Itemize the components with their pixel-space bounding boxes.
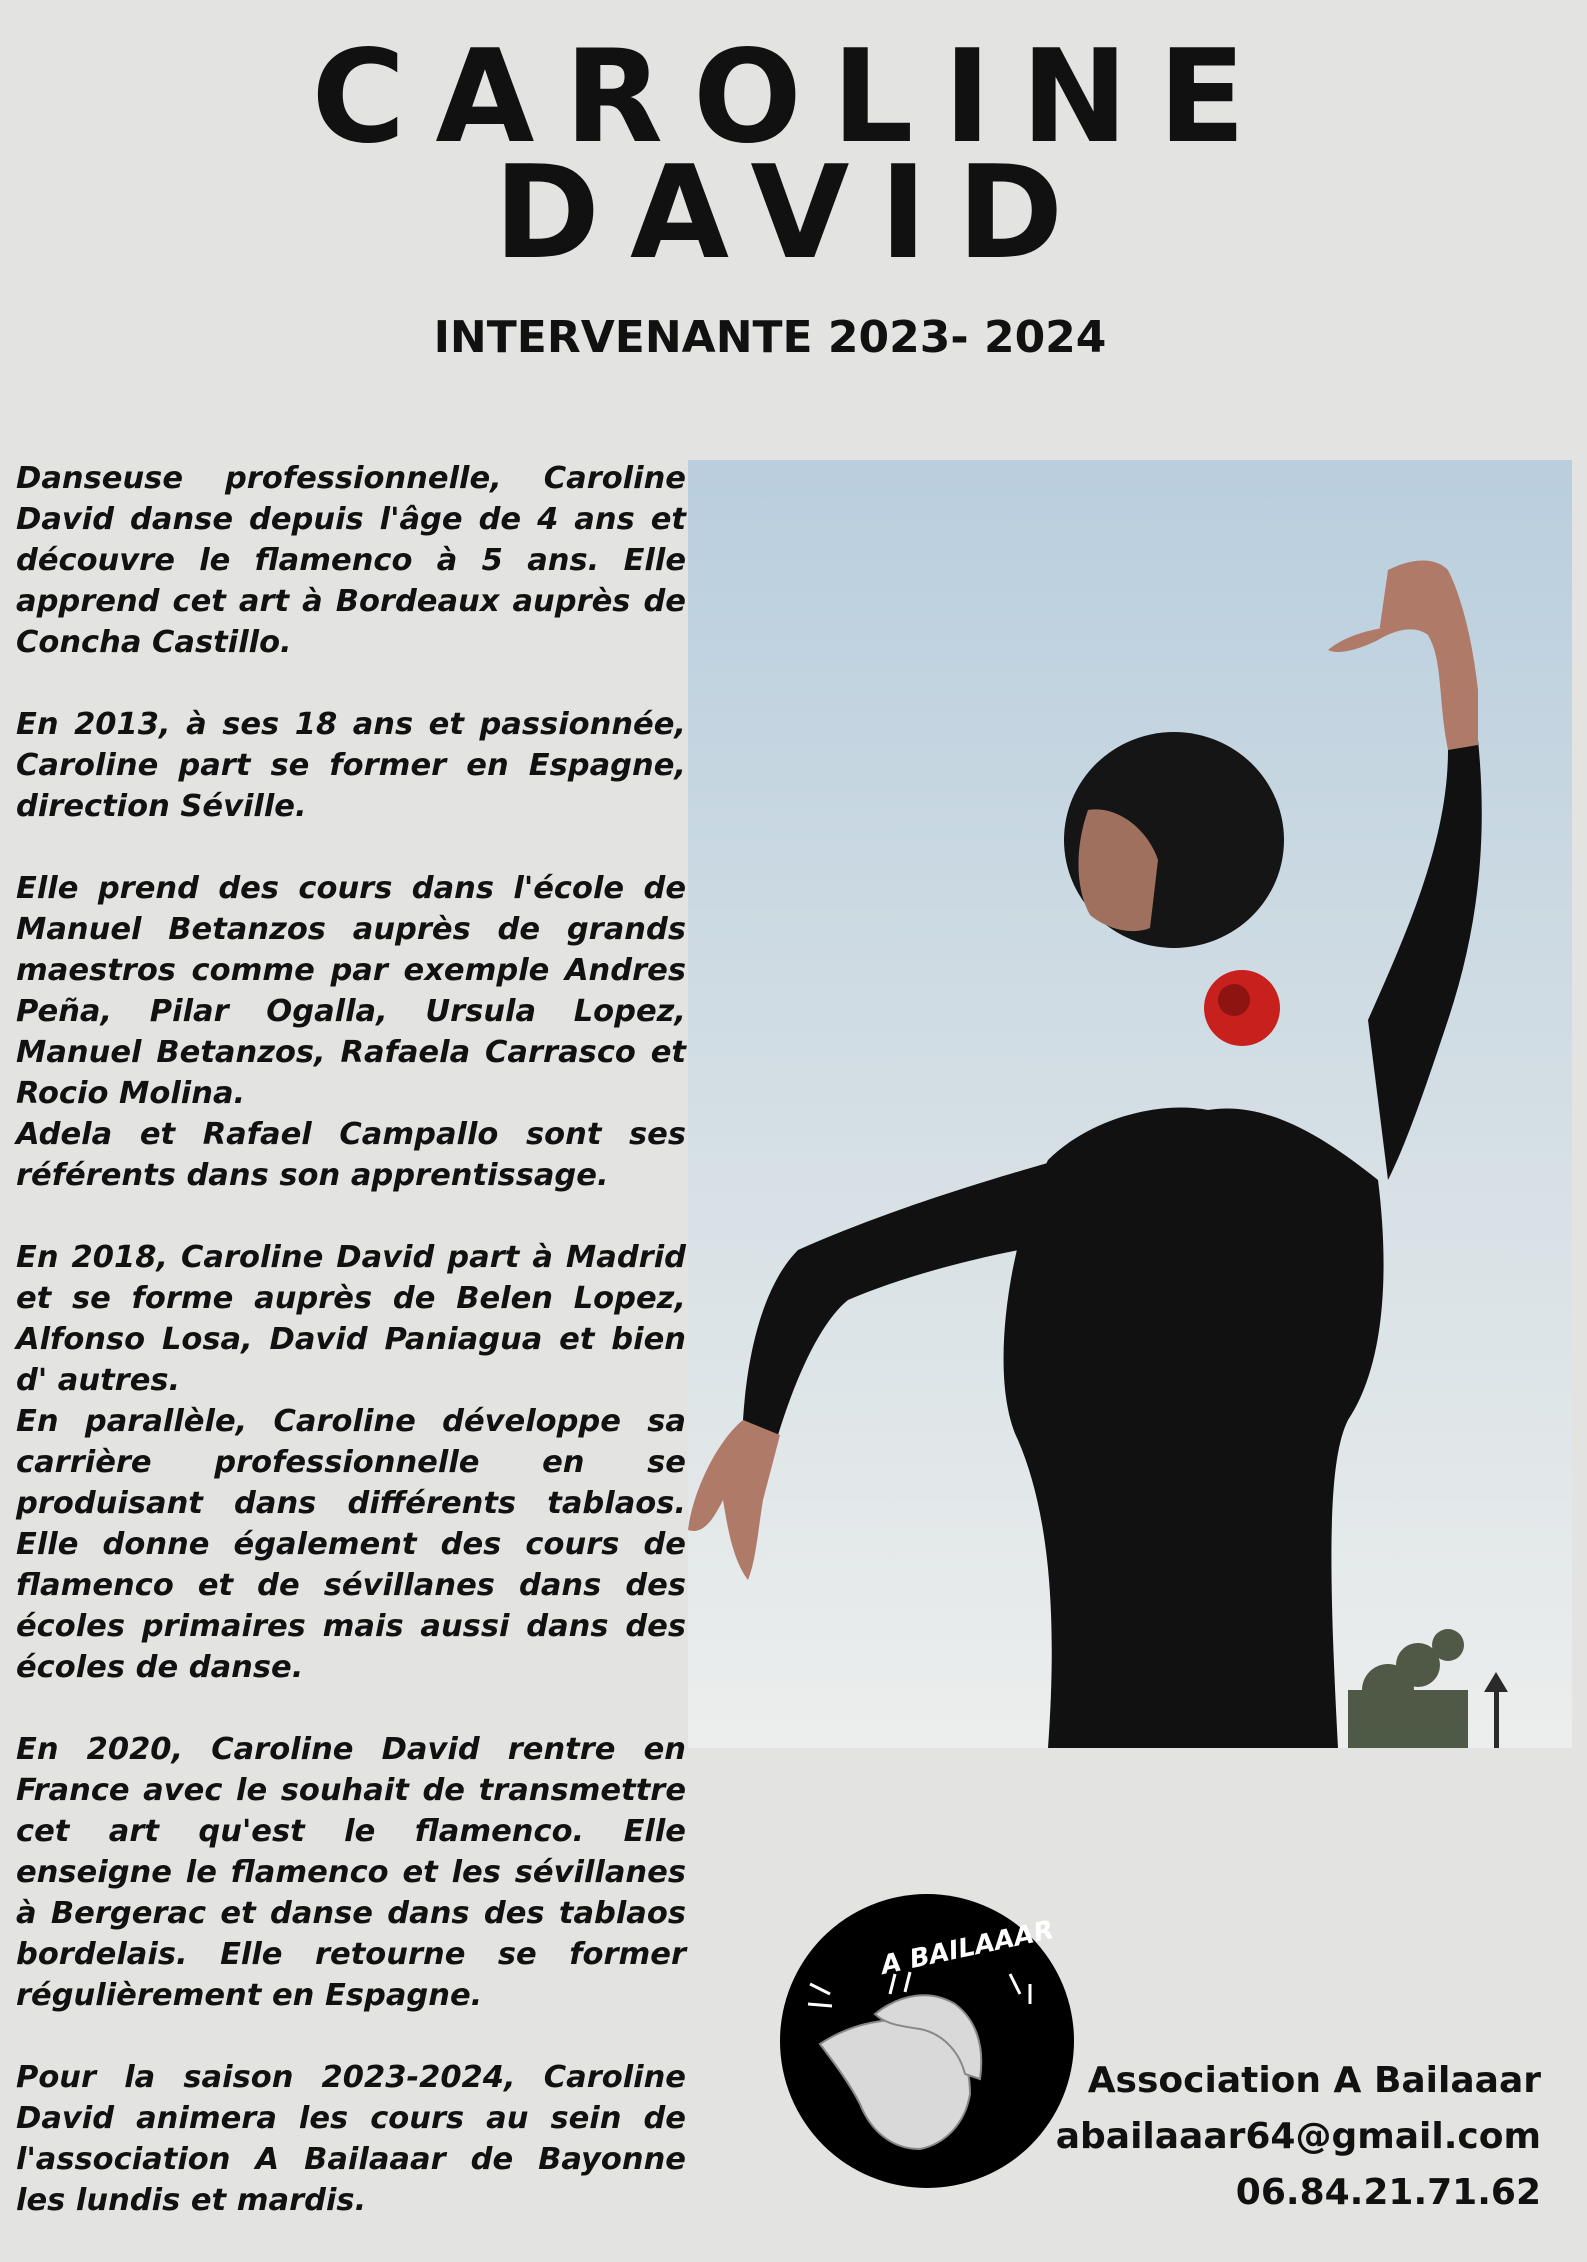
name-line-first: CAROLINE — [311, 23, 1276, 172]
dancer-photo — [688, 460, 1572, 1748]
biography — [16, 458, 686, 2262]
contact-block — [981, 2053, 1541, 2221]
bio-line: En 2018, Caroline David part à Madrid et se forme auprès de Belen Lopez, Alfonso Losa, David Paniagua et bien d' autres. — [16, 1240, 686, 1398]
bio-line: Elle prend des cours dans l'école de Manuel Betanzos auprès de grands maestros comme par exemple Andres Peña, Pilar Ogalla, Ursula Lopez, Manuel Betanzos, Rafaela Carrasco et Rocio Molina. — [16, 871, 686, 1111]
bio-line: Adela et Rafael Campallo sont ses référents dans son apprentissage. — [16, 1117, 686, 1193]
bio-paragraph: En 2013, à ses 18 ans et passionnée, Caroline part se former en Espagne, direction Séville. — [16, 707, 686, 824]
logo-text: A BAILAAAR — [878, 1915, 1057, 1982]
bio-paragraph: Pour la saison 2023-2024, Caroline David animera les cours au sein de l'association A Bailaaar de Bayonne les lundis et mardis. — [16, 2060, 686, 2218]
name-title — [0, 23, 1587, 288]
phone[interactable]: 06.84.21.71.62 — [1235, 2172, 1541, 2213]
bio-paragraph — [16, 868, 686, 1196]
subtitle: INTERVENANTE 2023- 2024 — [433, 312, 1107, 363]
bio-paragraph: Danseuse professionnelle, Caroline David danse depuis l'âge de 4 ans et découvre le flamenco à 5 ans. Elle apprend cet art à Bordeaux auprès de Concha Castillo. — [16, 461, 686, 660]
email[interactable]: abailaaar64@gmail.com — [1055, 2116, 1541, 2157]
name-line-last: DAVID — [493, 139, 1094, 288]
bio-paragraph — [16, 1237, 686, 1688]
association-name: Association A Bailaaar — [1087, 2060, 1541, 2101]
bio-line: En parallèle, Caroline développe sa carrière professionnelle en se produisant dans différents tablaos. Elle donne également des cours de flamenco et de sévillanes dans des écoles primaires mais aussi dans des écoles de danse. — [16, 1404, 686, 1685]
bio-paragraph: En 2020, Caroline David rentre en France avec le souhait de transmettre cet art qu'est le flamenco. Elle enseigne le flamenco et les sévillanes à Bergerac et danse dans des tablaos bordelais. Elle retourne se former régulièrement en Espagne. — [16, 1732, 686, 2013]
